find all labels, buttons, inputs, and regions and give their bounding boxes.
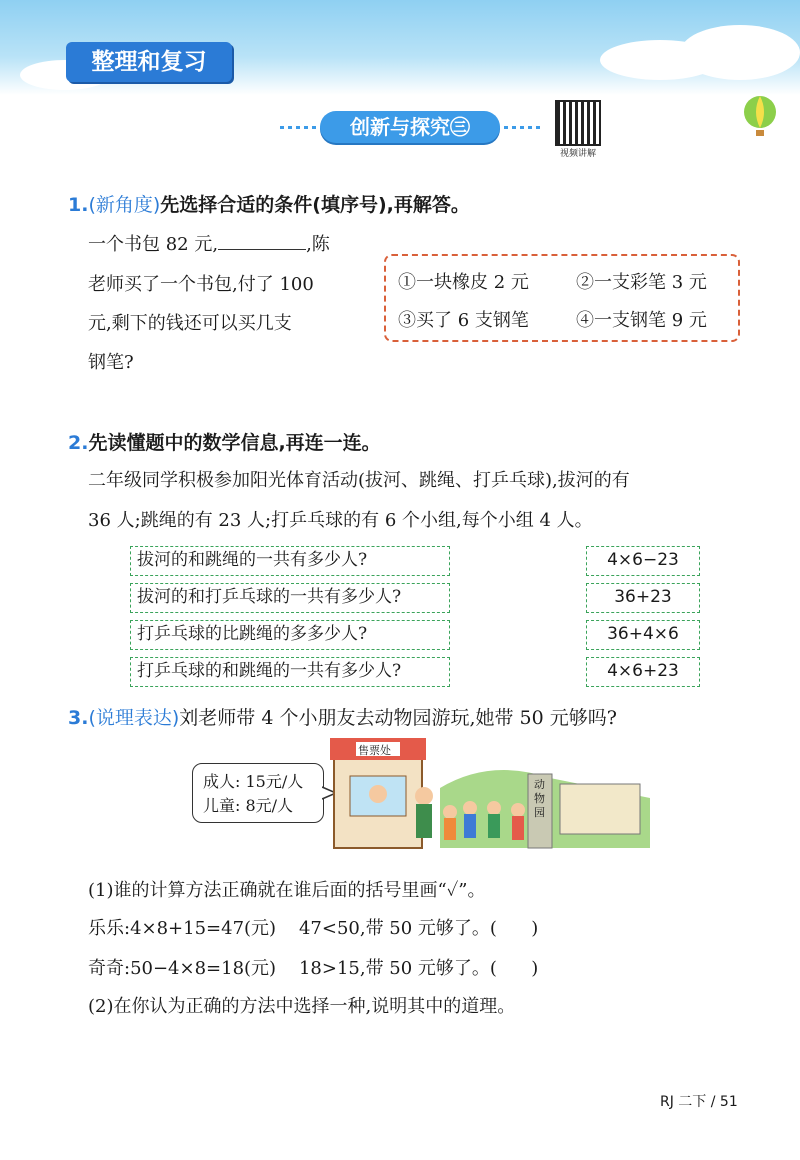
balloon-icon (742, 96, 778, 138)
q1-text-line4: 钢笔? (88, 352, 134, 373)
banner-title: 创新与探究㊂ (320, 111, 500, 143)
q3-tag: (说理表达) (88, 707, 180, 729)
q1-options-box (384, 254, 740, 342)
q3-instruction: 刘老师带 4 个小朋友去动物园游玩,她带 50 元够吗? (179, 707, 617, 729)
q1-text-line2: 老师买了一个书包,付了 100 (88, 274, 314, 295)
section-title: 整理和复习 (66, 42, 232, 82)
q1-text-line1 (88, 230, 330, 256)
q1-option-4: ④一支钢笔 9 元 (576, 310, 707, 331)
q1-answer-blank[interactable] (218, 231, 306, 250)
q1-option-3: ③买了 6 支钢笔 (398, 310, 529, 331)
q3-number: 3. (68, 707, 89, 729)
q1-option-2: ②一支彩笔 3 元 (576, 272, 707, 293)
q2-heading (68, 428, 381, 455)
qr-code-icon[interactable] (555, 100, 601, 146)
q2-number: 2. (68, 432, 89, 454)
q1-tag: (新角度) (88, 194, 161, 216)
q1-text-a: 一个书包 82 元, (88, 234, 219, 255)
q3-heading (68, 703, 617, 730)
q1-text-line3: 元,剩下的钱还可以买几支 (88, 313, 292, 334)
q2-expression-1[interactable]: 4×6−23 (586, 546, 700, 576)
q3-sub2: (2)在你认为正确的方法中选择一种,说明其中的道理。 (88, 996, 516, 1017)
q2-text-line1: 二年级同学积极参加阳光体育活动(拔河、跳绳、打乒乓球),拔河的有 (88, 470, 630, 491)
zoo-sign: 动物园 (534, 778, 545, 819)
q2-question-1[interactable]: 拔河的和跳绳的一共有多少人? (130, 546, 450, 576)
q2-question-3[interactable]: 打乒乓球的比跳绳的多多少人? (130, 620, 450, 650)
q2-question-2[interactable]: 拔河的和打乒乓球的一共有多少人? (130, 583, 450, 613)
q3-lele[interactable]: 乐乐:4×8+15=47(元) 47<50,带 50 元够了。( ) (88, 918, 539, 939)
q3-qiqi[interactable]: 奇奇:50−4×8=18(元) 18>15,带 50 元够了。( ) (88, 958, 539, 979)
price-adult: 成人: 15元/人 (203, 772, 304, 791)
price-board (192, 763, 324, 823)
q1-text-b: ,陈 (306, 234, 330, 255)
q2-text-line2: 36 人;跳绳的有 23 人;打乒乓球的有 6 个小组,每个小组 4 人。 (88, 510, 593, 531)
q1-option-1: ①一块橡皮 2 元 (398, 272, 529, 293)
q2-instruction: 先读懂题中的数学信息,再连一连。 (88, 432, 381, 454)
price-child: 儿童: 8元/人 (203, 796, 294, 815)
q1-instruction: 先选择合适的条件(填序号),再解答。 (160, 194, 470, 216)
ticket-sign: 售票处 (358, 744, 391, 757)
q1-heading (68, 190, 470, 217)
q2-expression-2[interactable]: 36+23 (586, 583, 700, 613)
page-number: RJ 二下 / 51 (660, 1094, 738, 1110)
q2-expression-3[interactable]: 36+4×6 (586, 620, 700, 650)
q1-number: 1. (68, 194, 89, 216)
q2-question-4[interactable]: 打乒乓球的和跳绳的一共有多少人? (130, 657, 450, 687)
banner-dots-left (280, 126, 320, 129)
q3-sub1: (1)谁的计算方法正确就在谁后面的括号里画“✓”。 (88, 880, 486, 901)
qr-label: 视频讲解 (559, 149, 596, 159)
banner-dots-right (504, 126, 544, 129)
cloud (680, 25, 800, 80)
q2-expression-4[interactable]: 4×6+23 (586, 657, 700, 687)
